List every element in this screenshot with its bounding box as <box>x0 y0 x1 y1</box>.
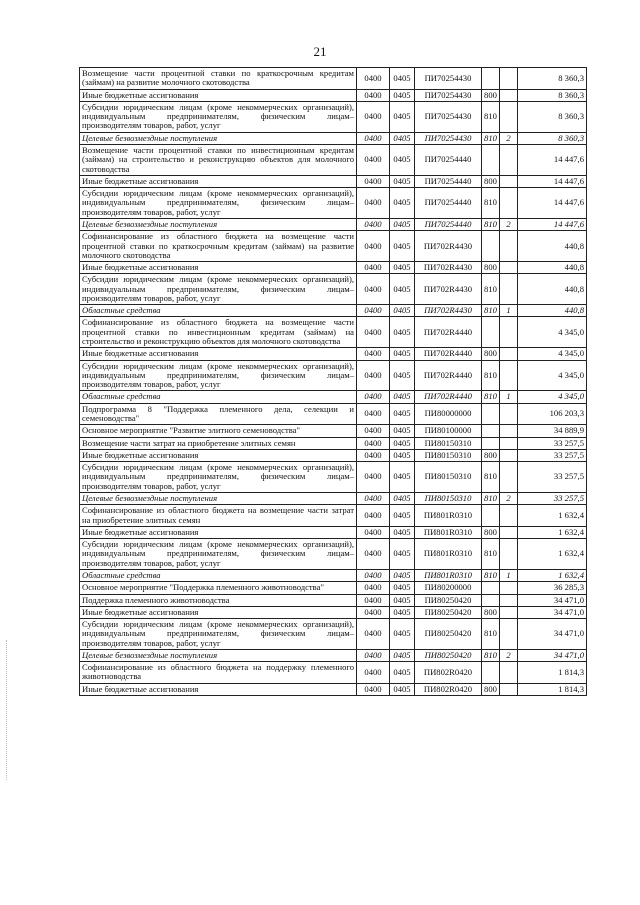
row-subsection-code: 0405 <box>390 348 415 360</box>
row-name: Субсидии юридическим лицам (кроме некоммерческих организаций), индивидуальным предпринимателям, физическим лицам–производителям товаров, работ, услуг <box>80 188 357 219</box>
row-funding-source: 1 <box>500 569 518 581</box>
row-subsection-code: 0405 <box>390 462 415 493</box>
row-name: Областные средства <box>80 569 357 581</box>
table-row <box>80 449 587 461</box>
row-amount: 8 360,3 <box>518 132 587 144</box>
row-section-code: 0400 <box>357 262 390 274</box>
row-name: Иные бюджетные ассигнования <box>80 606 357 618</box>
row-name: Субсидии юридическим лицам (кроме некоммерческих организаций), индивидуальным предпринимателям, физическим лицам–производителям товаров, работ, услуг <box>80 101 357 132</box>
row-subsection-code: 0405 <box>390 683 415 695</box>
row-target-article: ПИ80150310 <box>415 492 482 504</box>
row-amount: 8 360,3 <box>518 89 587 101</box>
row-funding-source <box>500 662 518 684</box>
row-target-article: ПИ80250420 <box>415 606 482 618</box>
row-funding-source <box>500 594 518 606</box>
table-row <box>80 391 587 403</box>
row-funding-source <box>500 89 518 101</box>
table-row <box>80 606 587 618</box>
row-section-code: 0400 <box>357 492 390 504</box>
row-amount: 33 257,5 <box>518 492 587 504</box>
row-funding-source <box>500 449 518 461</box>
table-row <box>80 662 587 684</box>
row-subsection-code: 0405 <box>390 262 415 274</box>
row-amount: 33 257,5 <box>518 462 587 493</box>
row-name: Иные бюджетные ассигнования <box>80 262 357 274</box>
table-row <box>80 305 587 317</box>
row-expense-type: 810 <box>482 492 500 504</box>
row-amount: 440,8 <box>518 305 587 317</box>
row-section-code: 0400 <box>357 594 390 606</box>
row-section-code: 0400 <box>357 539 390 570</box>
row-funding-source: 1 <box>500 305 518 317</box>
row-section-code: 0400 <box>357 606 390 618</box>
table-row <box>80 462 587 493</box>
table-row <box>80 262 587 274</box>
row-funding-source: 2 <box>500 132 518 144</box>
row-expense-type: 810 <box>482 569 500 581</box>
row-target-article: ПИ702R4440 <box>415 348 482 360</box>
row-target-article: ПИ801R0310 <box>415 526 482 538</box>
row-section-code: 0400 <box>357 360 390 391</box>
row-expense-type <box>482 662 500 684</box>
row-amount: 106 203,3 <box>518 403 587 425</box>
row-funding-source: 1 <box>500 391 518 403</box>
row-target-article: ПИ80250420 <box>415 594 482 606</box>
row-expense-type <box>482 144 500 175</box>
row-subsection-code: 0405 <box>390 425 415 437</box>
row-section-code: 0400 <box>357 649 390 661</box>
row-amount: 14 447,6 <box>518 175 587 187</box>
row-section-code: 0400 <box>357 403 390 425</box>
row-name: Иные бюджетные ассигнования <box>80 683 357 695</box>
row-subsection-code: 0405 <box>390 132 415 144</box>
row-funding-source <box>500 68 518 90</box>
row-subsection-code: 0405 <box>390 505 415 527</box>
row-subsection-code: 0405 <box>390 437 415 449</box>
row-expense-type: 800 <box>482 526 500 538</box>
table-row <box>80 683 587 695</box>
table-row <box>80 188 587 219</box>
row-name: Субсидии юридическим лицам (кроме некоммерческих организаций), индивидуальным предпринимателям, физическим лицам–производителям товаров, работ, услуг <box>80 619 357 650</box>
row-name: Софинансирование из областного бюджета на возмещение части процентной ставки по инвестиционным кредитам (займам) на строительство и реконструкцию объектов для молочного скотоводства <box>80 317 357 348</box>
row-name: Иные бюджетные ассигнования <box>80 526 357 538</box>
row-subsection-code: 0405 <box>390 101 415 132</box>
row-target-article: ПИ70254440 <box>415 144 482 175</box>
row-target-article: ПИ801R0310 <box>415 569 482 581</box>
row-expense-type: 810 <box>482 539 500 570</box>
table-row <box>80 89 587 101</box>
row-target-article: ПИ80200000 <box>415 582 482 594</box>
table-row <box>80 360 587 391</box>
row-subsection-code: 0405 <box>390 231 415 262</box>
row-expense-type <box>482 594 500 606</box>
row-target-article: ПИ70254440 <box>415 175 482 187</box>
row-amount: 34 471,0 <box>518 606 587 618</box>
row-name: Субсидии юридическим лицам (кроме некоммерческих организаций), индивидуальным предпринимателям, физическим лицам–производителям товаров, работ, услуг <box>80 360 357 391</box>
row-amount: 33 257,5 <box>518 437 587 449</box>
row-expense-type: 810 <box>482 360 500 391</box>
row-funding-source <box>500 274 518 305</box>
row-subsection-code: 0405 <box>390 594 415 606</box>
row-funding-source <box>500 526 518 538</box>
row-section-code: 0400 <box>357 317 390 348</box>
row-funding-source <box>500 262 518 274</box>
row-expense-type: 810 <box>482 391 500 403</box>
table-row <box>80 569 587 581</box>
table-row <box>80 594 587 606</box>
row-amount: 34 471,0 <box>518 594 587 606</box>
row-name: Возмещение части затрат на приобретение элитных семян <box>80 437 357 449</box>
row-expense-type: 800 <box>482 606 500 618</box>
row-name: Целевые безвозмездные поступления <box>80 492 357 504</box>
row-subsection-code: 0405 <box>390 305 415 317</box>
row-expense-type: 810 <box>482 619 500 650</box>
row-expense-type: 810 <box>482 188 500 219</box>
row-section-code: 0400 <box>357 144 390 175</box>
budget-table-body <box>80 68 587 696</box>
row-section-code: 0400 <box>357 526 390 538</box>
row-section-code: 0400 <box>357 305 390 317</box>
row-amount: 1 814,3 <box>518 662 587 684</box>
table-row <box>80 132 587 144</box>
row-funding-source <box>500 317 518 348</box>
row-target-article: ПИ801R0310 <box>415 539 482 570</box>
row-target-article: ПИ80250420 <box>415 619 482 650</box>
row-target-article: ПИ70254430 <box>415 89 482 101</box>
table-row <box>80 505 587 527</box>
row-name: Целевые безвозмездные поступления <box>80 132 357 144</box>
row-name: Иные бюджетные ассигнования <box>80 348 357 360</box>
row-target-article: ПИ702R4430 <box>415 231 482 262</box>
row-expense-type: 810 <box>482 101 500 132</box>
row-name: Целевые безвозмездные поступления <box>80 649 357 661</box>
row-funding-source: 2 <box>500 218 518 230</box>
row-expense-type <box>482 231 500 262</box>
row-subsection-code: 0405 <box>390 606 415 618</box>
row-target-article: ПИ80150310 <box>415 437 482 449</box>
row-section-code: 0400 <box>357 662 390 684</box>
row-expense-type: 810 <box>482 132 500 144</box>
row-funding-source: 2 <box>500 649 518 661</box>
row-section-code: 0400 <box>357 391 390 403</box>
row-subsection-code: 0405 <box>390 188 415 219</box>
row-section-code: 0400 <box>357 89 390 101</box>
row-name: Субсидии юридическим лицам (кроме некоммерческих организаций), индивидуальным предпринимателям, физическим лицам–производителям товаров, работ, услуг <box>80 274 357 305</box>
row-section-code: 0400 <box>357 231 390 262</box>
row-subsection-code: 0405 <box>390 89 415 101</box>
row-name: Поддержка племенного животноводства <box>80 594 357 606</box>
row-section-code: 0400 <box>357 619 390 650</box>
row-section-code: 0400 <box>357 68 390 90</box>
table-row <box>80 425 587 437</box>
row-section-code: 0400 <box>357 218 390 230</box>
row-amount: 33 257,5 <box>518 449 587 461</box>
row-amount: 1 632,4 <box>518 539 587 570</box>
row-target-article: ПИ702R4430 <box>415 274 482 305</box>
row-subsection-code: 0405 <box>390 317 415 348</box>
row-expense-type: 810 <box>482 274 500 305</box>
row-amount: 1 814,3 <box>518 683 587 695</box>
table-row <box>80 582 587 594</box>
row-expense-type: 810 <box>482 462 500 493</box>
margin-mark <box>6 640 11 780</box>
table-row <box>80 175 587 187</box>
row-section-code: 0400 <box>357 569 390 581</box>
row-amount: 34 471,0 <box>518 619 587 650</box>
row-funding-source <box>500 683 518 695</box>
row-amount: 440,8 <box>518 231 587 262</box>
row-name: Иные бюджетные ассигнования <box>80 175 357 187</box>
row-name: Иные бюджетные ассигнования <box>80 449 357 461</box>
table-row <box>80 619 587 650</box>
row-subsection-code: 0405 <box>390 582 415 594</box>
row-amount: 440,8 <box>518 274 587 305</box>
row-expense-type <box>482 505 500 527</box>
row-expense-type: 810 <box>482 649 500 661</box>
row-amount: 1 632,4 <box>518 526 587 538</box>
row-target-article: ПИ802R0420 <box>415 683 482 695</box>
row-subsection-code: 0405 <box>390 492 415 504</box>
row-amount: 8 360,3 <box>518 101 587 132</box>
row-target-article: ПИ70254430 <box>415 68 482 90</box>
budget-table <box>79 67 587 696</box>
row-expense-type: 800 <box>482 89 500 101</box>
row-expense-type: 810 <box>482 305 500 317</box>
table-row <box>80 274 587 305</box>
row-funding-source <box>500 539 518 570</box>
row-target-article: ПИ702R4430 <box>415 305 482 317</box>
table-row <box>80 317 587 348</box>
row-funding-source <box>500 606 518 618</box>
row-expense-type: 800 <box>482 262 500 274</box>
row-name: Областные средства <box>80 305 357 317</box>
row-name: Областные средства <box>80 391 357 403</box>
row-amount: 36 285,3 <box>518 582 587 594</box>
row-subsection-code: 0405 <box>390 539 415 570</box>
row-funding-source <box>500 437 518 449</box>
row-expense-type <box>482 317 500 348</box>
row-funding-source <box>500 144 518 175</box>
row-amount: 4 345,0 <box>518 360 587 391</box>
table-row <box>80 403 587 425</box>
row-subsection-code: 0405 <box>390 274 415 305</box>
row-amount: 4 345,0 <box>518 348 587 360</box>
row-section-code: 0400 <box>357 425 390 437</box>
table-row <box>80 101 587 132</box>
row-section-code: 0400 <box>357 101 390 132</box>
row-funding-source <box>500 231 518 262</box>
row-name: Субсидии юридическим лицам (кроме некоммерческих организаций), индивидуальным предпринимателям, физическим лицам–производителям товаров, работ, услуг <box>80 462 357 493</box>
row-funding-source <box>500 348 518 360</box>
row-subsection-code: 0405 <box>390 175 415 187</box>
table-row <box>80 348 587 360</box>
table-row <box>80 231 587 262</box>
row-subsection-code: 0405 <box>390 144 415 175</box>
row-target-article: ПИ702R4440 <box>415 391 482 403</box>
row-section-code: 0400 <box>357 274 390 305</box>
row-subsection-code: 0405 <box>390 391 415 403</box>
row-funding-source <box>500 619 518 650</box>
row-funding-source <box>500 505 518 527</box>
row-subsection-code: 0405 <box>390 662 415 684</box>
row-target-article: ПИ802R0420 <box>415 662 482 684</box>
row-section-code: 0400 <box>357 462 390 493</box>
row-expense-type: 800 <box>482 348 500 360</box>
row-name: Основное мероприятие "Развитие элитного семеноводства" <box>80 425 357 437</box>
row-subsection-code: 0405 <box>390 68 415 90</box>
row-target-article: ПИ702R4440 <box>415 317 482 348</box>
row-target-article: ПИ80150310 <box>415 462 482 493</box>
row-funding-source <box>500 462 518 493</box>
row-amount: 14 447,6 <box>518 188 587 219</box>
row-amount: 4 345,0 <box>518 317 587 348</box>
row-expense-type: 800 <box>482 175 500 187</box>
table-row <box>80 68 587 90</box>
table-row <box>80 437 587 449</box>
row-subsection-code: 0405 <box>390 569 415 581</box>
row-amount: 34 471,0 <box>518 649 587 661</box>
row-name: Подпрограмма 8 "Поддержка племенного дела, селекции и семеноводства" <box>80 403 357 425</box>
row-amount: 14 447,6 <box>518 144 587 175</box>
row-name: Софинансирование из областного бюджета на возмещение части затрат на приобретение элитных семян <box>80 505 357 527</box>
row-amount: 440,8 <box>518 262 587 274</box>
row-expense-type <box>482 437 500 449</box>
row-name: Софинансирование из областного бюджета на возмещение части процентной ставки по краткосрочным кредитам (займам) на развитие молочного скотоводства <box>80 231 357 262</box>
row-funding-source <box>500 582 518 594</box>
row-section-code: 0400 <box>357 175 390 187</box>
row-target-article: ПИ702R4430 <box>415 262 482 274</box>
row-funding-source <box>500 175 518 187</box>
row-target-article: ПИ80250420 <box>415 649 482 661</box>
row-target-article: ПИ80000000 <box>415 403 482 425</box>
table-row <box>80 144 587 175</box>
row-target-article: ПИ70254440 <box>415 218 482 230</box>
row-target-article: ПИ70254430 <box>415 132 482 144</box>
row-funding-source <box>500 425 518 437</box>
table-row <box>80 526 587 538</box>
row-subsection-code: 0405 <box>390 360 415 391</box>
table-row <box>80 492 587 504</box>
row-amount: 14 447,6 <box>518 218 587 230</box>
row-section-code: 0400 <box>357 437 390 449</box>
row-target-article: ПИ80100000 <box>415 425 482 437</box>
row-funding-source <box>500 360 518 391</box>
row-subsection-code: 0405 <box>390 403 415 425</box>
row-target-article: ПИ801R0310 <box>415 505 482 527</box>
row-funding-source <box>500 101 518 132</box>
table-row <box>80 218 587 230</box>
row-amount: 34 889,9 <box>518 425 587 437</box>
row-name: Основное мероприятие "Поддержка племенного животноводства" <box>80 582 357 594</box>
row-section-code: 0400 <box>357 348 390 360</box>
row-section-code: 0400 <box>357 683 390 695</box>
row-target-article: ПИ702R4440 <box>415 360 482 391</box>
row-section-code: 0400 <box>357 582 390 594</box>
row-expense-type: 810 <box>482 218 500 230</box>
row-expense-type: 800 <box>482 449 500 461</box>
row-subsection-code: 0405 <box>390 449 415 461</box>
row-subsection-code: 0405 <box>390 619 415 650</box>
row-amount: 8 360,3 <box>518 68 587 90</box>
row-subsection-code: 0405 <box>390 649 415 661</box>
row-subsection-code: 0405 <box>390 218 415 230</box>
table-row <box>80 539 587 570</box>
row-section-code: 0400 <box>357 132 390 144</box>
row-target-article: ПИ70254440 <box>415 188 482 219</box>
row-target-article: ПИ80150310 <box>415 449 482 461</box>
row-funding-source <box>500 403 518 425</box>
row-expense-type <box>482 68 500 90</box>
row-amount: 1 632,4 <box>518 505 587 527</box>
row-subsection-code: 0405 <box>390 526 415 538</box>
row-amount: 1 632,4 <box>518 569 587 581</box>
table-row <box>80 649 587 661</box>
row-amount: 4 345,0 <box>518 391 587 403</box>
row-expense-type <box>482 403 500 425</box>
row-section-code: 0400 <box>357 449 390 461</box>
row-name: Целевые безвозмездные поступления <box>80 218 357 230</box>
page-number: 21 <box>313 44 327 59</box>
row-name: Субсидии юридическим лицам (кроме некоммерческих организаций), индивидуальным предпринимателям, физическим лицам–производителям товаров, работ, услуг <box>80 539 357 570</box>
row-funding-source <box>500 188 518 219</box>
row-funding-source: 2 <box>500 492 518 504</box>
row-expense-type: 800 <box>482 683 500 695</box>
row-target-article: ПИ70254430 <box>415 101 482 132</box>
row-expense-type <box>482 425 500 437</box>
row-expense-type <box>482 582 500 594</box>
row-name: Возмещение части процентной ставки по краткосрочным кредитам (займам) на развитие молочного скотоводства <box>80 68 357 90</box>
row-name: Софинансирование из областного бюджета на поддержку племенного животноводства <box>80 662 357 684</box>
row-name: Иные бюджетные ассигнования <box>80 89 357 101</box>
row-section-code: 0400 <box>357 505 390 527</box>
row-section-code: 0400 <box>357 188 390 219</box>
row-name: Возмещение части процентной ставки по инвестиционным кредитам (займам) на строительство и реконструкцию объектов для молочного скотоводства <box>80 144 357 175</box>
